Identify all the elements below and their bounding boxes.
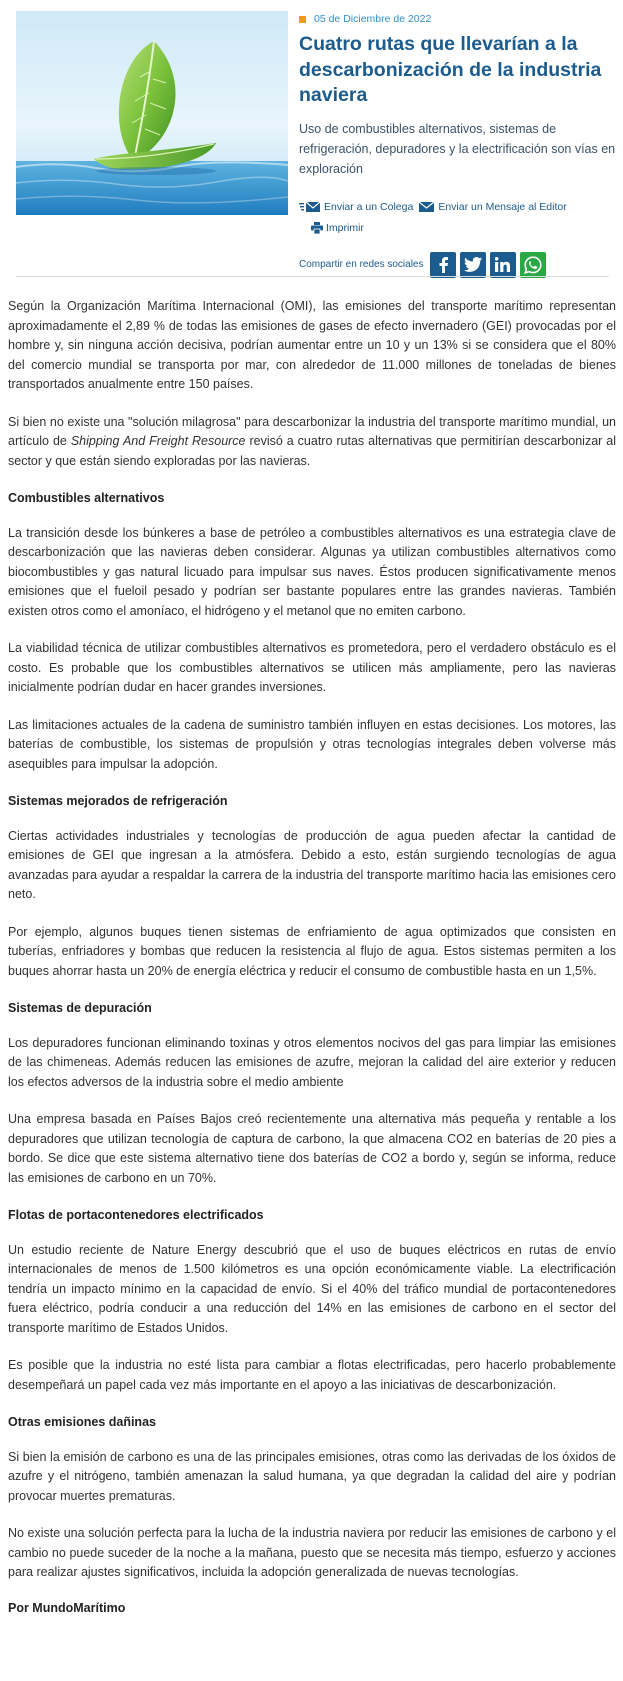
section-heading: Sistemas de depuración <box>8 1001 152 1015</box>
facebook-icon <box>437 257 449 273</box>
paragraph: Las limitaciones actuales de la cadena de suministro también influyen en estas decisiones. Los motores, las baterías de combustible, los sistemas de propulsión y otras tecnologías integrales deben volverse más asequibles para impulsar la adopción. <box>8 717 616 771</box>
paragraph-text: Si bien no existe una "solución milagrosa" para descarbonizar la industria del transporte marítimo mundial, un artículo de <box>8 414 616 448</box>
date-marker-icon <box>299 16 306 23</box>
paragraph <box>8 413 616 472</box>
whatsapp-share-button[interactable] <box>520 252 546 278</box>
article-meta <box>299 12 623 279</box>
paragraph: Si bien la emisión de carbono es una de las principales emisiones, otras como las derivadas de los óxidos de azufre y el nitrógeno, también amenazan la salud humana, ya que degradan la calidad del aire y podrían provocar muertes prematuras. <box>8 1449 616 1503</box>
article-date: 05 de Diciembre de 2022 <box>314 13 432 25</box>
paragraph: Los depuradores funcionan eliminando toxinas y otros elementos nocivos del gas para limpiar las emisiones de las chimeneas. Además reducen las emisiones de azufre, mejoran la calidad del aire exterior y reducen los efectos adversos de la industria sobre el medio ambiente <box>8 1035 616 1089</box>
share-label: Compartir en redes sociales <box>299 259 424 270</box>
whatsapp-icon <box>524 256 542 274</box>
twitter-icon <box>464 257 482 272</box>
send-colleague-icon <box>299 201 321 213</box>
actions-row-1 <box>299 198 623 216</box>
mail-icon <box>419 201 435 213</box>
date-row <box>299 12 623 26</box>
send-colleague-label: Enviar a un Colega <box>324 200 414 213</box>
section-heading: Sistemas mejorados de refrigeración <box>8 794 228 808</box>
article-subtitle: Uso de combustibles alternativos, sistemas de refrigeración, depuradores y la electrificación son vías en exploración <box>299 121 616 176</box>
printer-icon <box>311 222 323 234</box>
article-actions <box>299 198 623 237</box>
linkedin-icon <box>495 257 510 272</box>
twitter-share-button[interactable] <box>460 252 486 278</box>
paragraph: Una empresa basada en Países Bajos creó recientemente una alternativa más pequeña y rentable a los depuradores que utilizan tecnología de captura de carbono, la que almacena CO2 en baterías de 20 pies a bordo. Se dice que este sistema alternativo tiene dos baterías de CO2 a bordo y, según se informa, reduce las emisiones de carbono en un 70%. <box>8 1112 616 1185</box>
print-link[interactable] <box>311 222 364 234</box>
article-title: Cuatro rutas que llevarían a la descarbonización de la industria naviera <box>299 33 602 106</box>
paragraph: La viabilidad técnica de utilizar combustibles alternativos es prometedora, pero el verdadero obstáculo es el costo. Es probable que los combustibles alternativos se utilicen más ampliamente, pero las navieras inicialmente podrían dudar en hacer grandes inversiones. <box>8 641 616 694</box>
actions-row-2 <box>299 219 623 237</box>
paragraph: La transición desde los búnkeres a base de petróleo a combustibles alternativos es una estrategia clave de descarbonización que las navieras deben considerar. Algunas ya utilizan combustibles alternativos como biocombustibles y gas natural licuado para impulsar sus naves. Éstos producen significativamente menos emisiones que el fueloil pesado y podrían ser bastante populares entre las grandes navieras. También existen otros como el amoníaco, el hidrógeno y el metanol que no emiten carbono. <box>8 525 616 618</box>
source-name: Shipping And Freight Resource <box>70 434 246 448</box>
paragraph: Ciertas actividades industriales y tecnologías de producción de agua pueden afectar la cantidad de emisiones de GEI que ingresan a la atmósfera. Debido a esto, están surgiendo tecnologías de agua avanzadas para ayudar a respaldar la carrera de la industria del transporte marítimo hacia las emisiones cero neto. <box>8 828 616 901</box>
paragraph: No existe una solución perfecta para la lucha de la industria naviera por reducir las emisiones de carbono y el cambio no puede suceder de la noche a la mañana, puesto que se necesita más tiempo, esfuerzo y acciones para realizar ajustes significativos, incluida la adopción generalizada de nuevas tecnologías. <box>8 1526 616 1579</box>
byline: Por MundoMarítimo <box>8 1600 126 1615</box>
send-editor-link[interactable] <box>419 201 566 213</box>
share-bar <box>299 251 623 279</box>
section-heading: Combustibles alternativos <box>8 491 165 505</box>
section-heading: Otras emisiones dañinas <box>8 1415 156 1429</box>
paragraph-text: revisó a cuatro rutas alternativas que permitirían descarbonizar al sector y que están siendo exploradas por las navieras. <box>8 434 617 468</box>
paragraph: Es posible que la industria no esté lista para cambiar a flotas electrificadas, pero hacerlo probablemente desempeñará un papel cada vez más importante en el apoyo a las iniciativas de descarbonización. <box>8 1358 616 1392</box>
paragraph: Por ejemplo, algunos buques tienen sistemas de enfriamiento de agua optimizados que consisten en tuberías, enfriadores y bombas que reducen la resistencia al flujo de agua. Estos sistemas permiten a los buques ahorrar hasta un 20% de energía eléctrica y reducir el consumo de combustible hasta en un 1,5%. <box>8 924 616 978</box>
paragraph: Un estudio reciente de Nature Energy descubrió que el uso de buques eléctricos en rutas de envío internacionales de menos de 1.500 kilómetros es una opción económicamente viable. La electrificación tendría un impacto mínimo en la capacidad de envío. Si el 40% del tráfico mundial de portacontenedores fuera eléctrico, podría conducir a una reducción del 14% en las emisiones de carbono en el sector del transporte marítimo de Estados Unidos. <box>8 1242 616 1335</box>
paragraph: Según la Organización Marítima Internacional (OMI), las emisiones del transporte marítimo representan aproximadamente el 2,89 % de todas las emisiones de gases de efecto invernadero (GEI) provocadas por el hombre y, sin ninguna acción decisiva, podrían aumentar entre un 10 y un 13% si se considera que el 80% del comercio mundial se transporta por mar, con alrededor de 11.000 millones de toneladas de bienes transportados anualmente entre 150 países. <box>8 299 616 391</box>
linkedin-share-button[interactable] <box>490 252 516 278</box>
hero-image <box>16 11 288 215</box>
facebook-share-button[interactable] <box>430 252 456 278</box>
header-divider <box>16 276 609 277</box>
section-heading: Flotas de portacontenedores electrificados <box>8 1208 264 1222</box>
article-body <box>8 278 616 1615</box>
send-editor-label: Enviar un Mensaje al Editor <box>438 200 567 213</box>
article-header <box>8 0 616 278</box>
send-colleague-link[interactable] <box>299 201 413 213</box>
print-label: Imprimir <box>326 221 364 234</box>
